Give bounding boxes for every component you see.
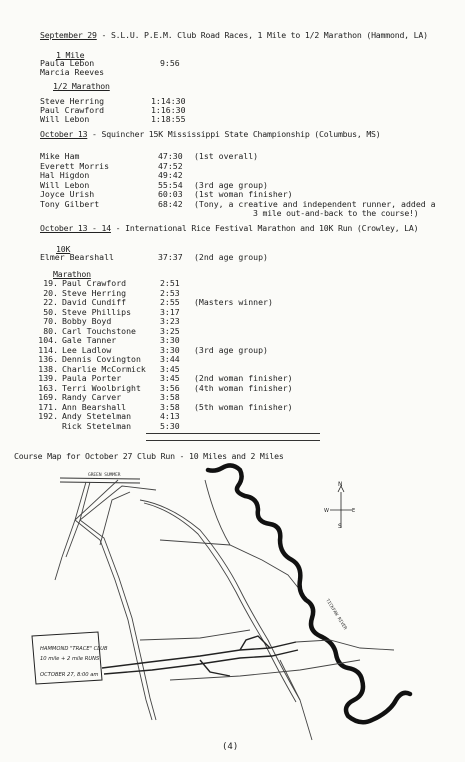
result-place: 19. (43, 278, 58, 288)
result-time: 2:51 (160, 278, 180, 288)
result-place: 139. (38, 373, 58, 383)
subheader-10k: 10K (56, 244, 71, 254)
result-time: 5:30 (160, 420, 180, 431)
section-header-october-13: October 13 - Squincher 15K Mississippi State Championship (Columbus, MS) (40, 129, 381, 139)
compass-rose (330, 486, 352, 528)
note-continuation: 3 mile out-and-back to the course!) (253, 208, 419, 218)
result-name: David Cundiff (62, 297, 127, 307)
result-name: Paul Crawford (62, 278, 127, 288)
result-name: Marcia Reeves (40, 67, 105, 77)
box-line-3: OCTOBER 27, 8:00 am (40, 672, 99, 678)
result-place: 80. (43, 325, 58, 336)
result-name: Charlie McCormick (62, 363, 146, 374)
result-name: Paul Crawford (40, 105, 105, 115)
result-name: Randy Carver (62, 392, 122, 402)
compass-e: E (352, 508, 356, 514)
result-time: 2:55 (160, 297, 180, 307)
result-name: Ann Bearshall (62, 401, 127, 412)
result-note: (2nd woman finisher) (194, 373, 293, 383)
result-time: 3:45 (160, 373, 180, 383)
result-place: 138. (38, 363, 58, 374)
result-name: Everett Morris (40, 160, 110, 171)
result-name: Will Lebon (40, 179, 90, 190)
result-name: Terri Woolbright (62, 382, 141, 393)
compass-w: W (324, 508, 329, 514)
result-name: Bobby Boyd (62, 316, 112, 326)
result-time: 3:56 (160, 382, 180, 393)
result-note: (5th woman finisher) (194, 401, 293, 412)
page-number: (4) (222, 742, 239, 752)
result-note: (4th woman finisher) (194, 382, 293, 393)
subheader-marathon: Marathon (53, 269, 91, 279)
result-time: 3:58 (160, 392, 180, 402)
result-time: 3:45 (160, 363, 180, 374)
result-time: 2:53 (160, 287, 180, 298)
result-time: 3:23 (160, 316, 180, 326)
result-place: 50. (43, 306, 58, 317)
result-place: 114. (38, 344, 58, 355)
result-time: 60:03 (158, 189, 183, 199)
result-time: 1:16:30 (151, 105, 186, 115)
result-name: Paula Porter (62, 373, 122, 383)
highway-lines (55, 480, 156, 720)
result-time: 3:58 (160, 401, 180, 412)
river (208, 465, 410, 722)
result-place: 171. (38, 401, 58, 412)
compass-s: S (338, 523, 342, 530)
road-top (60, 478, 140, 483)
result-name: Steve Herring (62, 287, 127, 298)
result-time: 3:25 (160, 325, 180, 336)
result-time: 1:18:55 (151, 114, 186, 124)
result-name: Rick Stetelman (62, 420, 132, 431)
result-place: 70. (43, 316, 58, 326)
result-name: Steve Phillips (62, 306, 132, 317)
result-name: Will Lebon (40, 114, 90, 124)
result-name: Elmer Bearshall (40, 252, 114, 262)
result-place: 104. (38, 335, 58, 345)
result-note: (2nd age group) (194, 252, 268, 262)
result-note: (1st woman finisher) (194, 189, 293, 199)
subheader-half-marathon: 1/2 Marathon (53, 81, 110, 91)
result-name: Joyce Urish (40, 189, 95, 199)
result-name: Steve Herring (40, 96, 105, 106)
road-top-label: GREEN SUMMER (88, 473, 121, 478)
result-time: 68:42 (158, 198, 183, 209)
result-time: 3:30 (160, 335, 180, 345)
lower-roads (140, 630, 394, 740)
subheader-1-mile: 1 Mile (56, 50, 85, 60)
result-place: 22. (43, 297, 58, 307)
result-place: 136. (38, 354, 58, 364)
result-place: 163. (38, 382, 58, 393)
section-header-october-13-14: October 13 - 14 - International Rice Festival Marathon and 10K Run (Crowley, LA) (40, 223, 419, 233)
result-name: Gale Tanner (62, 335, 117, 345)
result-time: 9:56 (160, 58, 180, 68)
result-time: 49:42 (158, 170, 183, 180)
result-name: Dennis Covington (62, 354, 141, 364)
result-name: Mike Ham (40, 151, 80, 161)
result-time: 47:30 (158, 151, 183, 161)
map-caption: Course Map for October 27 Club Run - 10 Miles and 2 Miles (14, 451, 284, 461)
result-time: 3:17 (160, 306, 180, 317)
river-label: TICKFAW RIVER (324, 598, 348, 631)
section-header-september: September 29 - S.L.U. P.E.M. Club Road Races, 1 Mile to 1/2 Marathon (Hammond, LA) (40, 30, 428, 40)
result-name: Tony Gilbert (40, 198, 100, 209)
result-time: 3:30 (160, 344, 180, 355)
result-time: 1:14:30 (151, 96, 186, 106)
result-time: 55:54 (158, 179, 183, 190)
result-place: 192. (38, 411, 58, 421)
result-name: Carl Touchstone (62, 325, 136, 336)
box-line-1: HAMMOND "TRACE" CLUB (40, 646, 108, 652)
result-place: 20. (43, 287, 58, 298)
result-time: 37:37 (158, 252, 183, 262)
result-time: 4:13 (160, 411, 180, 421)
result-name: Lee Ladlow (62, 344, 112, 355)
result-name: Andy Stetelman (62, 411, 132, 421)
result-time: 47:52 (158, 160, 183, 171)
result-note: (3rd age group) (194, 179, 268, 190)
result-name: Hal Higdon (40, 170, 90, 180)
result-note: (Tony, a creative and independent runner, added a (194, 198, 436, 209)
result-note: (3rd age group) (194, 344, 268, 355)
result-place: 169. (38, 392, 58, 402)
result-name: Paula Lebon (40, 58, 95, 68)
box-line-2: 10 mile + 2 mile RUNS (40, 656, 100, 662)
result-note: (1st overall) (194, 151, 259, 161)
result-time: 3:44 (160, 354, 180, 364)
compass-n: N (338, 481, 343, 488)
result-note: (Masters winner) (194, 297, 273, 307)
